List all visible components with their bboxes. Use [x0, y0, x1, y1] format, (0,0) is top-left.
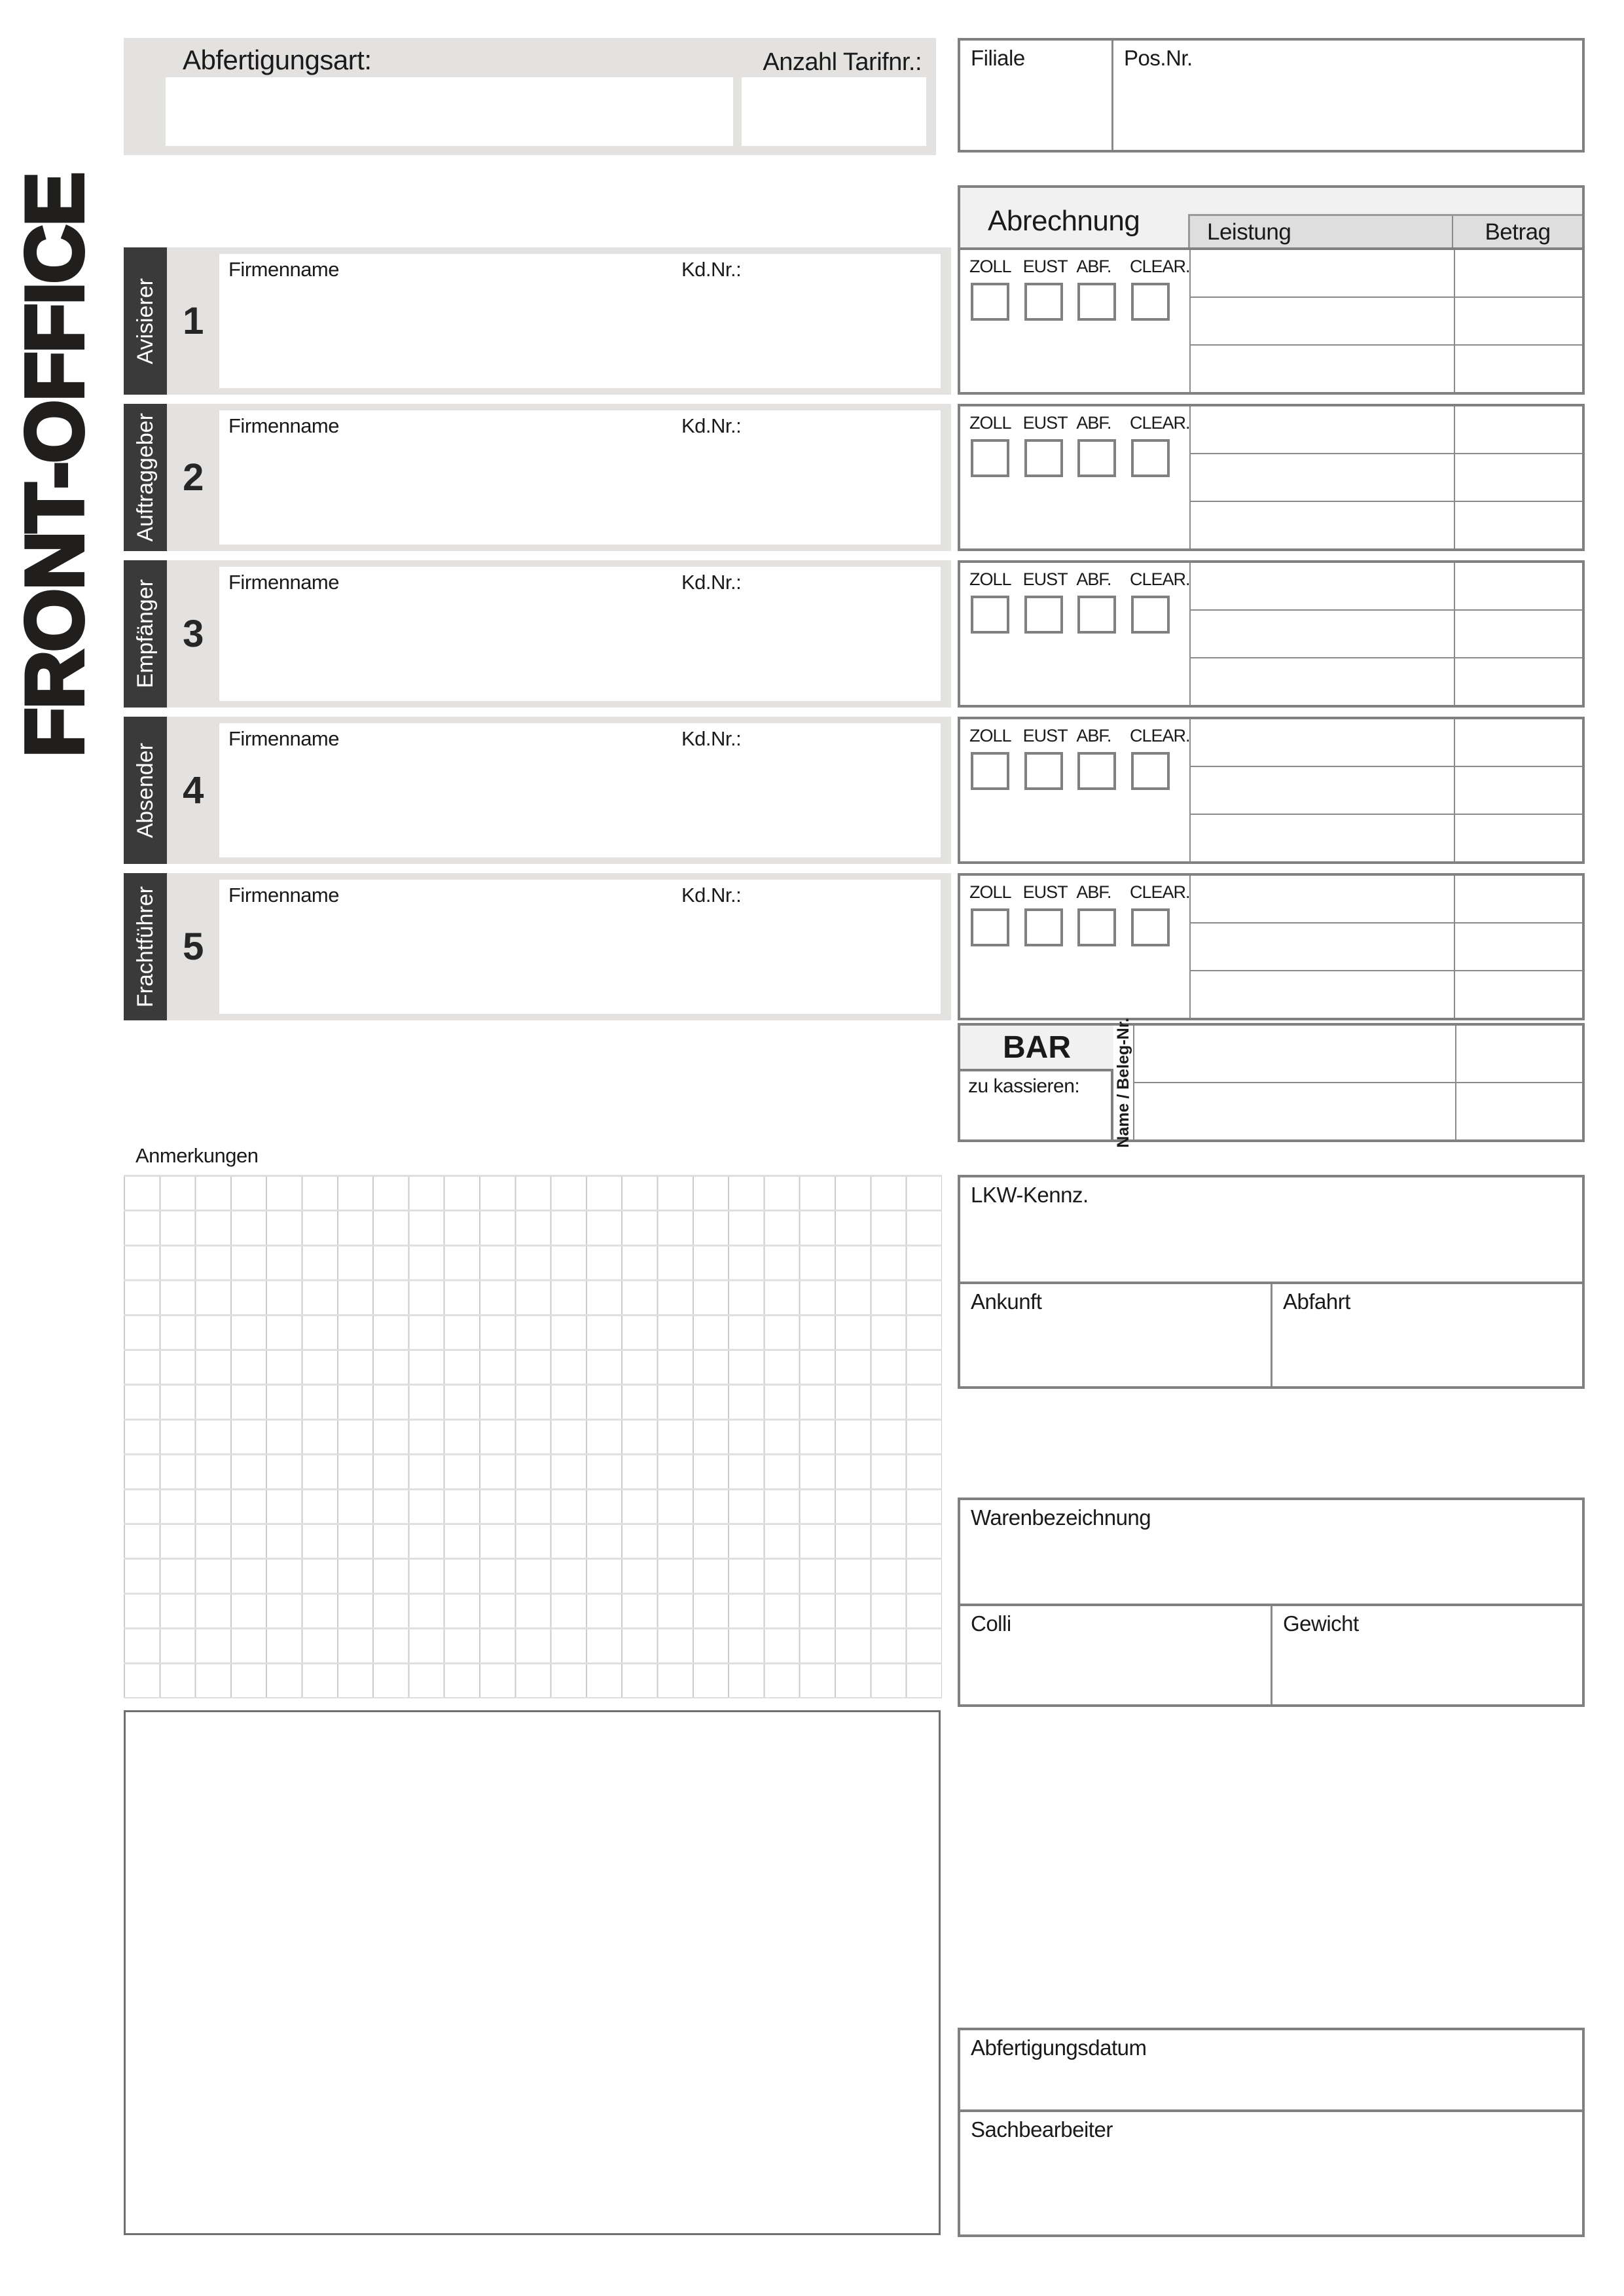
zoll-checkbox[interactable] [971, 596, 1009, 634]
abfahrt-label: Abfahrt [1283, 1289, 1350, 1314]
abfertigungsart-section [124, 38, 936, 155]
party-row-1 [124, 247, 1585, 395]
anzahl-tarifnr-field[interactable] [742, 77, 926, 146]
firmenname-field[interactable] [219, 723, 941, 857]
zoll-label: ZOLL [969, 882, 1011, 902]
zoll-group [969, 257, 1023, 392]
warenbezeichnung-label: Warenbezeichnung [971, 1505, 1151, 1530]
zoll-checkbox[interactable] [971, 908, 1009, 946]
zoll-checkbox[interactable] [971, 283, 1009, 321]
abf-checkbox[interactable] [1077, 908, 1116, 946]
party-row-2 [124, 404, 1585, 551]
firmenname-label: Firmenname [228, 258, 339, 281]
leistung-cell[interactable] [1191, 924, 1455, 970]
transport-bottom [960, 1284, 1582, 1386]
abf-label: ABF. [1076, 413, 1111, 433]
zoll-label: ZOLL [969, 257, 1011, 276]
party-number: 3 [183, 613, 204, 655]
betrag-cell[interactable] [1455, 502, 1582, 548]
zoll-label: ZOLL [969, 413, 1011, 433]
kdnr-label: Kd.Nr.: [681, 727, 742, 750]
betrag-cell[interactable] [1455, 767, 1582, 814]
clear-checkbox[interactable] [1131, 596, 1170, 634]
leistung-betrag-rows [1191, 406, 1582, 548]
abrechnung-column-headers [1188, 214, 1582, 247]
bar-title: BAR [960, 1026, 1113, 1069]
clear-checkbox[interactable] [1131, 908, 1170, 946]
goods-bottom [960, 1606, 1582, 1704]
sachbearbeiter-field[interactable] [960, 2112, 1582, 2234]
leistung-cell[interactable] [1191, 658, 1455, 705]
checkbox-cell [960, 406, 1191, 548]
leistung-cell[interactable] [1191, 719, 1455, 766]
eust-group [1023, 257, 1077, 392]
clear-label: CLEAR. [1130, 257, 1190, 276]
party-row-4 [124, 717, 1585, 864]
leistung-column-header: Leistung [1190, 216, 1453, 247]
processing-box [958, 2028, 1585, 2237]
abf-checkbox[interactable] [1077, 283, 1116, 321]
leistung-betrag-rows [1191, 876, 1582, 1018]
betrag-cell[interactable] [1455, 658, 1582, 705]
filiale-pos-box [958, 38, 1585, 152]
firmenname-field[interactable] [219, 880, 941, 1014]
abf-checkbox[interactable] [1077, 439, 1116, 477]
bar-left-panel [960, 1026, 1113, 1139]
clear-label: CLEAR. [1130, 569, 1190, 589]
betrag-cell[interactable] [1455, 298, 1582, 344]
abf-label: ABF. [1076, 569, 1111, 589]
eust-group [1023, 413, 1077, 548]
zoll-label: ZOLL [969, 569, 1011, 589]
colli-field[interactable] [960, 1606, 1272, 1704]
zoll-group [969, 413, 1023, 548]
front-office-logo: FRONT-OFFICE [10, 173, 100, 757]
clear-label: CLEAR. [1130, 726, 1190, 745]
eust-label: EUST [1022, 413, 1068, 433]
eust-checkbox[interactable] [1024, 439, 1063, 477]
betrag-column-header: Betrag [1453, 216, 1582, 247]
party-role-tab [124, 873, 167, 1020]
zoll-label: ZOLL [969, 726, 1011, 745]
eust-checkbox[interactable] [1024, 752, 1063, 790]
leistung-cell[interactable] [1191, 971, 1455, 1018]
party-role-label: Empfänger [132, 579, 158, 689]
kdnr-label: Kd.Nr.: [681, 884, 742, 906]
anmerkungen-grid[interactable] [124, 1175, 942, 1698]
abrechnung-block [958, 404, 1585, 551]
abf-group [1076, 257, 1130, 392]
abf-group [1076, 413, 1130, 548]
clear-label: CLEAR. [1130, 413, 1190, 433]
zoll-group [969, 882, 1023, 1018]
betrag-cell[interactable] [1455, 563, 1582, 609]
gewicht-label: Gewicht [1283, 1611, 1359, 1636]
leistung-cell[interactable] [1191, 502, 1455, 548]
eust-checkbox[interactable] [1024, 908, 1063, 946]
betrag-cell[interactable] [1455, 815, 1582, 861]
leistung-betrag-rows [1191, 719, 1582, 861]
zoll-checkbox[interactable] [971, 752, 1009, 790]
abrechnung-block [958, 717, 1585, 864]
abfertigungsdatum-label: Abfertigungsdatum [971, 2036, 1147, 2060]
leistung-cell[interactable] [1133, 1083, 1456, 1139]
lkw-kennz-field[interactable] [960, 1177, 1582, 1284]
zu-kassieren-field[interactable] [960, 1069, 1113, 1139]
abf-checkbox[interactable] [1077, 752, 1116, 790]
party-left-panel [124, 404, 951, 551]
party-role-tab [124, 404, 167, 551]
leistung-cell[interactable] [1191, 563, 1455, 609]
betrag-cell[interactable] [1455, 611, 1582, 657]
zoll-checkbox[interactable] [971, 439, 1009, 477]
clear-checkbox[interactable] [1131, 283, 1170, 321]
party-number: 5 [183, 925, 204, 968]
checkbox-cell [960, 719, 1191, 861]
betrag-cell[interactable] [1455, 250, 1582, 296]
betrag-cell[interactable] [1455, 719, 1582, 766]
abf-label: ABF. [1076, 257, 1111, 276]
eust-group [1023, 882, 1077, 1018]
colli-label: Colli [971, 1611, 1011, 1636]
clear-checkbox[interactable] [1131, 439, 1170, 477]
clear-checkbox[interactable] [1131, 752, 1170, 790]
firmenname-label: Firmenname [228, 727, 339, 750]
eust-label: EUST [1022, 569, 1068, 589]
ankunft-label: Ankunft [971, 1289, 1042, 1314]
abrechnung-header [958, 185, 1585, 247]
abfahrt-field[interactable] [1272, 1284, 1582, 1386]
abrechnung-block [958, 873, 1585, 1020]
checkbox-cell [960, 250, 1191, 392]
leistung-betrag-rows [1191, 250, 1582, 392]
leistung-cell[interactable] [1191, 454, 1455, 501]
pos-nr-field[interactable] [1113, 41, 1582, 150]
party-role-label: Auftraggeber [132, 413, 158, 542]
anmerkungen-label: Anmerkungen [135, 1144, 259, 1167]
party-role-label: Avisierer [132, 278, 158, 365]
firmenname-label: Firmenname [228, 414, 339, 437]
transport-box [958, 1175, 1585, 1389]
warenbezeichnung-field[interactable] [960, 1500, 1582, 1606]
abfertigungsart-field[interactable] [166, 77, 733, 146]
filiale-field[interactable] [960, 41, 1113, 150]
betrag-cell[interactable] [1455, 406, 1582, 453]
betrag-cell[interactable] [1456, 1026, 1582, 1082]
name-beleg-strip [1113, 1017, 1133, 1148]
eust-label: EUST [1022, 257, 1068, 276]
clear-group [1130, 882, 1189, 1018]
checkbox-cell [960, 876, 1191, 1018]
clear-group [1130, 726, 1189, 861]
ankunft-field[interactable] [960, 1284, 1272, 1386]
clear-label: CLEAR. [1130, 882, 1190, 902]
eust-checkbox[interactable] [1024, 283, 1063, 321]
name-beleg-label: Name / Beleg-Nr. [1113, 1017, 1132, 1148]
abfertigungsart-label: Abfertigungsart: [183, 45, 372, 75]
leistung-cell[interactable] [1191, 346, 1455, 392]
leistung-cell[interactable] [1191, 767, 1455, 814]
abf-label: ABF. [1076, 726, 1111, 745]
party-row-5 [124, 873, 1585, 1020]
firmenname-label: Firmenname [228, 571, 339, 594]
eust-checkbox[interactable] [1024, 596, 1063, 634]
clear-group [1130, 413, 1189, 548]
leistung-cell[interactable] [1191, 298, 1455, 344]
abrechnung-block [958, 560, 1585, 708]
eust-group [1023, 726, 1077, 861]
leistung-betrag-rows [1191, 563, 1582, 705]
leistung-cell[interactable] [1191, 611, 1455, 657]
lkw-kennz-label: LKW-Kennz. [971, 1183, 1089, 1207]
abf-label: ABF. [1076, 882, 1111, 902]
firmenname-field[interactable] [219, 254, 941, 388]
party-role-label: Frachtführer [132, 886, 158, 1008]
abrechnung-block [958, 247, 1585, 395]
sachbearbeiter-label: Sachbearbeiter [971, 2117, 1113, 2142]
betrag-cell[interactable] [1456, 1083, 1582, 1139]
party-left-panel [124, 247, 951, 395]
party-row-3 [124, 560, 1585, 708]
party-left-panel [124, 717, 951, 864]
firmenname-field[interactable] [219, 410, 941, 545]
goods-box [958, 1498, 1585, 1707]
abf-group [1076, 882, 1130, 1018]
betrag-cell[interactable] [1455, 876, 1582, 922]
abrechnung-title: Abrechnung [988, 205, 1140, 237]
party-number: 2 [183, 456, 204, 499]
betrag-cell[interactable] [1455, 924, 1582, 970]
bar-leistung-betrag-rows [1133, 1026, 1582, 1139]
abf-group [1076, 569, 1130, 705]
eust-group [1023, 569, 1077, 705]
party-role-tab [124, 247, 167, 395]
abf-checkbox[interactable] [1077, 596, 1116, 634]
bar-section [958, 1017, 1585, 1148]
party-number: 4 [183, 769, 204, 812]
kdnr-label: Kd.Nr.: [681, 258, 742, 281]
notes-box[interactable] [124, 1710, 941, 2235]
betrag-cell[interactable] [1455, 454, 1582, 501]
filiale-label: Filiale [971, 46, 1025, 70]
party-left-panel [124, 560, 951, 708]
betrag-cell[interactable] [1455, 346, 1582, 392]
leistung-cell[interactable] [1133, 1026, 1456, 1082]
firmenname-field[interactable] [219, 567, 941, 701]
eust-label: EUST [1022, 882, 1068, 902]
leistung-cell[interactable] [1191, 876, 1455, 922]
gewicht-field[interactable] [1272, 1606, 1582, 1704]
kdnr-label: Kd.Nr.: [681, 571, 742, 594]
pos-nr-label: Pos.Nr. [1124, 46, 1193, 70]
zoll-group [969, 569, 1023, 705]
party-left-panel [124, 873, 951, 1020]
party-role-label: Absender [132, 742, 158, 838]
abfertigungsdatum-field[interactable] [960, 2030, 1582, 2112]
abf-group [1076, 726, 1130, 861]
zu-kassieren-label: zu kassieren: [968, 1075, 1080, 1097]
anzahl-tarifnr-label: Anzahl Tarifnr.: [763, 48, 922, 76]
clear-group [1130, 257, 1189, 392]
kdnr-label: Kd.Nr.: [681, 414, 742, 437]
leistung-cell[interactable] [1191, 406, 1455, 453]
party-number: 1 [183, 300, 204, 342]
party-role-tab [124, 560, 167, 708]
eust-label: EUST [1022, 726, 1068, 745]
party-role-tab [124, 717, 167, 864]
zoll-group [969, 726, 1023, 861]
checkbox-cell [960, 563, 1191, 705]
firmenname-label: Firmenname [228, 884, 339, 906]
leistung-cell[interactable] [1191, 815, 1455, 861]
clear-group [1130, 569, 1189, 705]
betrag-cell[interactable] [1455, 971, 1582, 1018]
leistung-cell[interactable] [1191, 250, 1455, 296]
